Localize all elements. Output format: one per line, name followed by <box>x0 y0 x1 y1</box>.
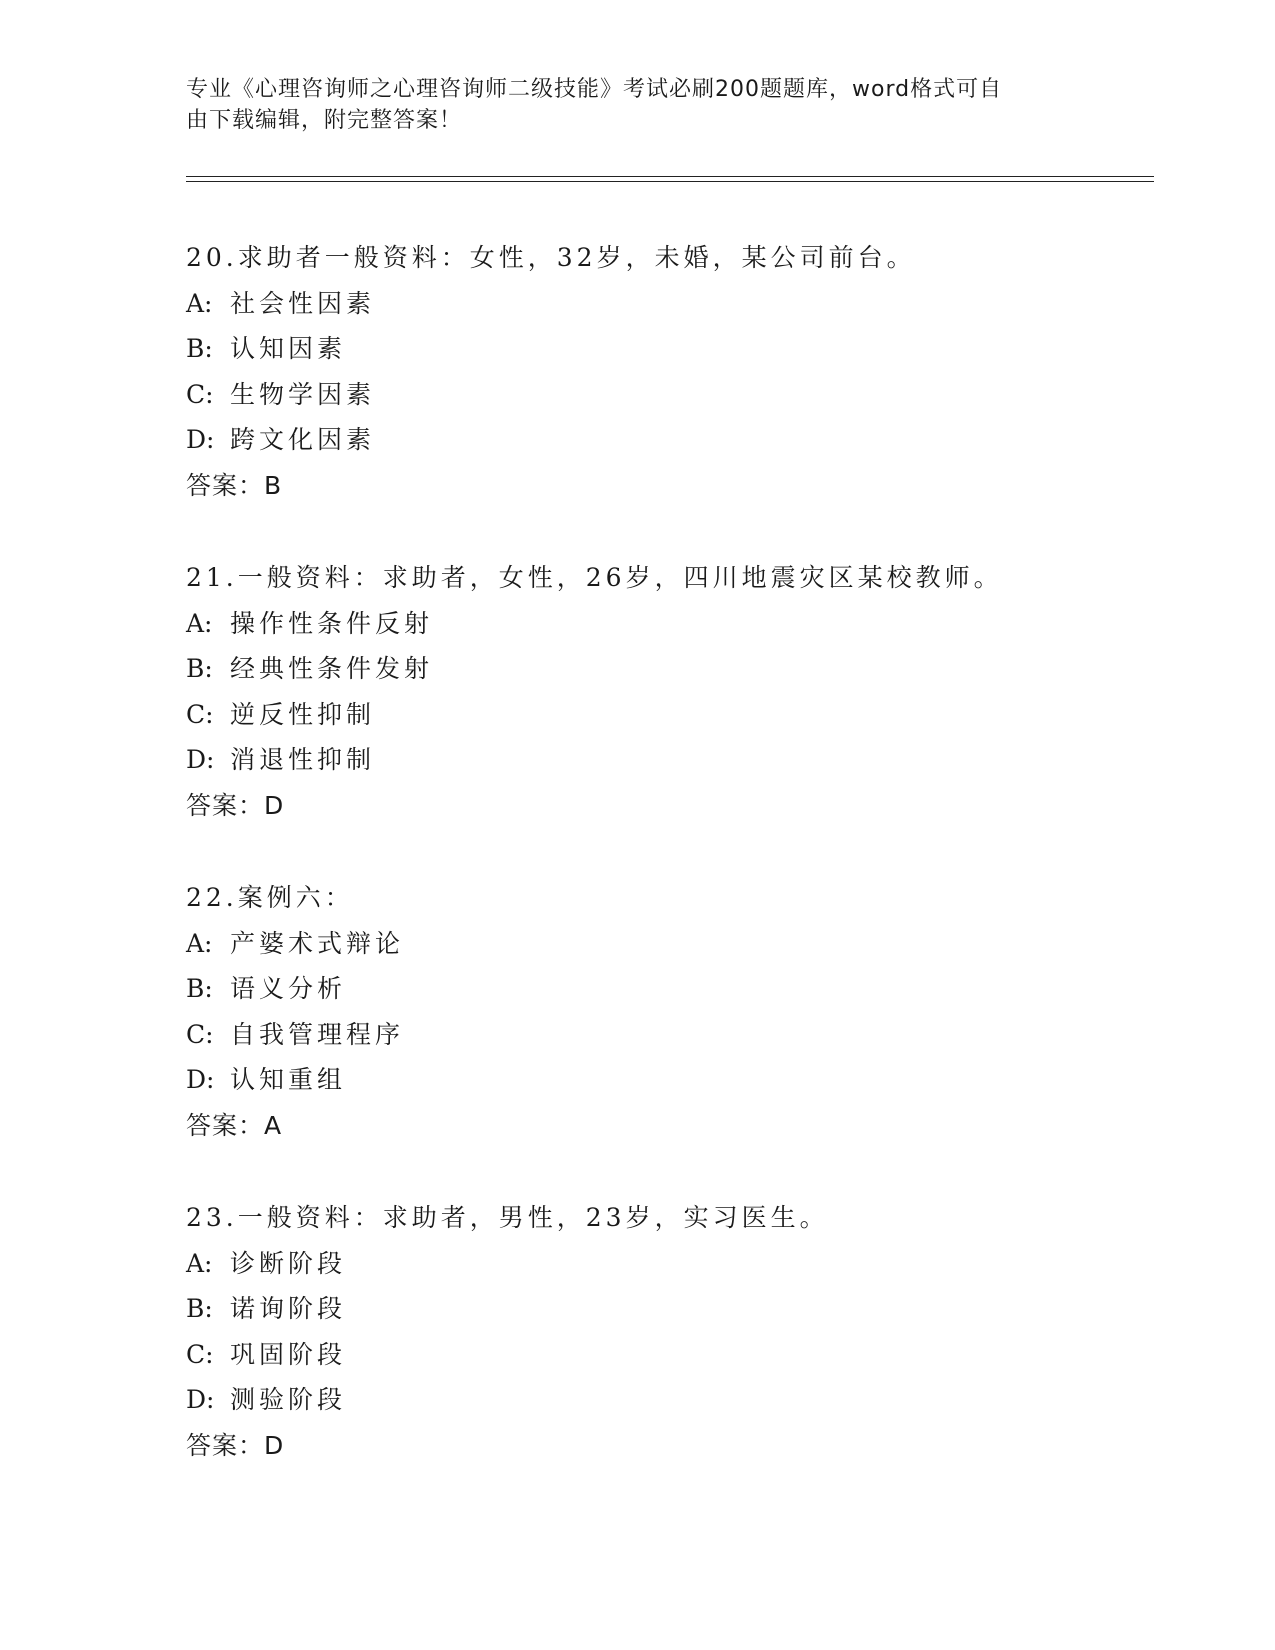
answer-line: 答案：D <box>186 1430 285 1460</box>
header-divider-top <box>186 176 1154 177</box>
option-text: 经典性条件发射 <box>230 654 434 683</box>
option-text: 认知因素 <box>230 334 347 363</box>
option-text: 操作性条件反射 <box>230 608 434 638</box>
option-d <box>186 737 1146 783</box>
option-label: C: <box>186 1019 214 1049</box>
option-text: 生物学因素 <box>230 379 376 409</box>
option-label: B: <box>186 974 213 1003</box>
option-text: 诺询阶段 <box>230 1294 347 1323</box>
question-stem: 21.一般资料：求助者，女性，26岁，四川地震灾区某校教师。 <box>186 563 1003 592</box>
option-text: 语义分析 <box>230 974 347 1003</box>
option-label: A: <box>186 288 213 318</box>
question-21 <box>186 555 1146 875</box>
option-b <box>186 646 1146 692</box>
option-text: 测验阶段 <box>230 1385 347 1414</box>
option-label: D: <box>186 1065 215 1094</box>
answer-line: 答案：B <box>186 470 283 500</box>
option-label: C: <box>186 699 214 729</box>
option-a <box>186 281 1146 327</box>
option-a <box>186 921 1146 967</box>
answer-line: 答案：A <box>186 1110 283 1140</box>
option-b <box>186 966 1146 1012</box>
header-line-2: 由下载编辑，附完整答案！ <box>186 108 463 133</box>
option-label: D: <box>186 1385 215 1414</box>
option-text: 巩固阶段 <box>230 1339 347 1369</box>
option-d <box>186 1377 1146 1423</box>
answer-line: 答案：D <box>186 790 285 820</box>
document-header <box>186 74 1076 136</box>
header-divider-bottom <box>186 181 1154 182</box>
option-text: 诊断阶段 <box>230 1248 347 1278</box>
option-text: 跨文化因素 <box>230 425 376 454</box>
option-c <box>186 372 1146 418</box>
option-label: D: <box>186 425 215 454</box>
option-label: C: <box>186 379 214 409</box>
question-stem: 23.一般资料：求助者，男性，23岁，实习医生。 <box>186 1203 829 1232</box>
option-d <box>186 1057 1146 1103</box>
option-text: 消退性抑制 <box>230 745 376 774</box>
option-b <box>186 1286 1146 1332</box>
option-label: A: <box>186 1248 213 1278</box>
option-c <box>186 1012 1146 1058</box>
option-a <box>186 601 1146 647</box>
option-text: 社会性因素 <box>230 288 376 318</box>
question-20 <box>186 235 1146 555</box>
question-stem: 22.案例六： <box>186 883 354 912</box>
option-label: B: <box>186 654 213 683</box>
option-label: A: <box>186 608 213 638</box>
option-label: D: <box>186 745 215 774</box>
option-text: 自我管理程序 <box>230 1019 405 1049</box>
option-text: 产婆术式辩论 <box>230 928 405 958</box>
question-list <box>186 235 1146 1515</box>
question-23 <box>186 1195 1146 1515</box>
option-d <box>186 417 1146 463</box>
option-label: B: <box>186 1294 213 1323</box>
option-c <box>186 1332 1146 1378</box>
option-label: C: <box>186 1339 214 1369</box>
option-a <box>186 1241 1146 1287</box>
question-22 <box>186 875 1146 1195</box>
option-label: B: <box>186 334 213 363</box>
option-text: 逆反性抑制 <box>230 699 376 729</box>
option-c <box>186 692 1146 738</box>
option-b <box>186 326 1146 372</box>
option-label: A: <box>186 928 213 958</box>
question-stem: 20.求助者一般资料：女性，32岁，未婚，某公司前台。 <box>186 243 916 272</box>
option-text: 认知重组 <box>230 1065 347 1094</box>
header-line-1: 专业《心理咨询师之心理咨询师二级技能》考试必刷200题题库，word格式可自 <box>186 77 1003 102</box>
